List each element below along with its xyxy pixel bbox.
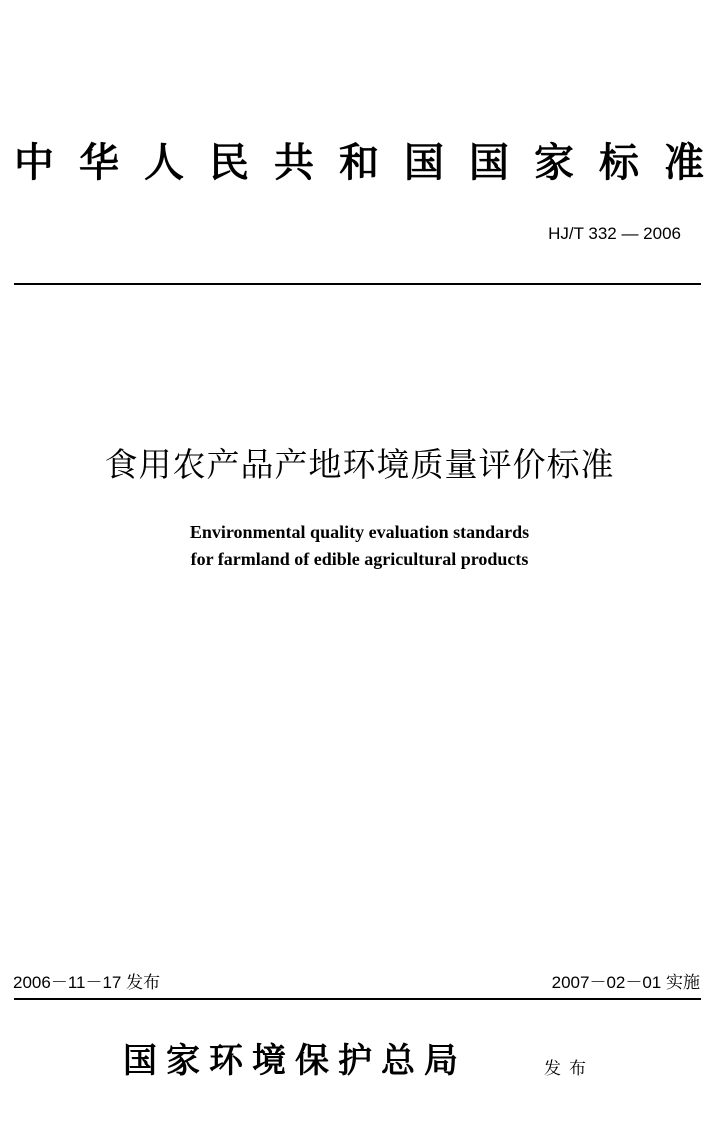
national-title-char: 和	[339, 139, 379, 186]
national-title-char: 准	[664, 139, 704, 186]
issue-date: 2006－11－17 发布	[13, 973, 161, 992]
bottom-divider	[14, 998, 701, 1000]
english-title-line2: for farmland of edible agricultural products	[190, 549, 529, 569]
national-title-char: 共	[274, 139, 314, 186]
national-title-char: 华	[79, 139, 119, 186]
standard-number: HJ/T 332 — 2006	[548, 224, 681, 243]
implementation-date: 2007－02－01 实施	[551, 973, 700, 992]
national-standard-title	[14, 138, 704, 188]
national-title-char: 中	[14, 139, 54, 186]
national-title-char: 家	[534, 139, 574, 186]
english-title-line1: Environmental quality evaluation standards	[189, 522, 530, 542]
national-title-char: 民	[209, 139, 249, 186]
national-title-char: 标	[599, 139, 639, 186]
national-title-char: 人	[144, 139, 184, 186]
top-divider	[14, 283, 701, 285]
chinese-title: 食用农产品产地环境质量评价标准	[104, 445, 615, 484]
national-title-char: 国	[404, 139, 444, 186]
english-title	[0, 519, 719, 573]
publisher-name: 国家环境保护总局	[123, 1041, 467, 1081]
publish-label: 发布	[544, 1059, 594, 1079]
national-title-char: 国	[469, 139, 509, 186]
